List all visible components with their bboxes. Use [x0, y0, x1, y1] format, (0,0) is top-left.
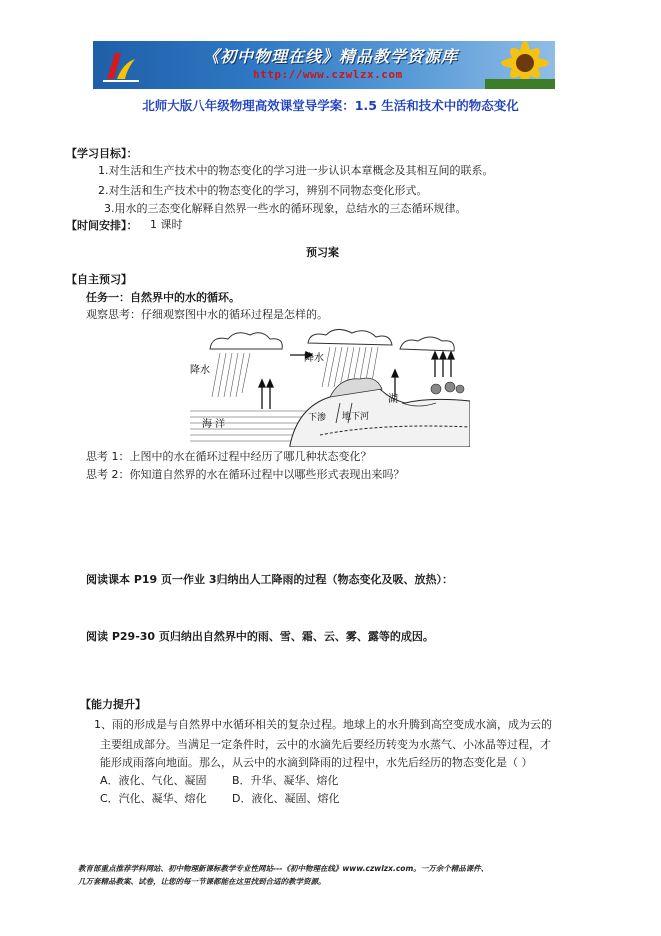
think-one: 思考 1：上图中的水在循环过程中经历了哪几种状态变化？ [86, 450, 372, 463]
label-ocean: 海 洋 [202, 419, 226, 430]
ability-heading: 【能力提升】 [80, 698, 146, 711]
option-d: D．液化、凝固、熔化 [232, 792, 340, 805]
label-rain-left: 降水 [190, 365, 210, 376]
water-cycle-diagram [190, 327, 470, 447]
banner-url[interactable]: http://www.czwlzx.com [253, 68, 403, 81]
label-seepage: 下渗 [308, 413, 327, 423]
reading-task-one: 阅读课本 P19 页一作业 3归纳出人工降雨的过程（物态变化及吸、放热）： [86, 573, 454, 586]
objective-item: 3.用水的三态变化解释自然界一些水的循环现象，总结水的三态循环规律。 [104, 202, 467, 215]
sunflower-icon [485, 41, 555, 89]
question-line: 能形成雨落向地面。那么，从云中的水滴到降雨的过程中，水先后经历的物态变化是（ ） [100, 756, 533, 769]
site-logo-icon [99, 45, 143, 85]
option-c: C．汽化、凝华、熔化 [100, 792, 207, 805]
header-banner [93, 41, 555, 89]
schedule-value: 1 课时 [150, 218, 183, 231]
option-b: B．升华、凝华、熔化 [232, 774, 339, 787]
preview-title: 预习案 [306, 246, 339, 259]
cloud-icon [210, 329, 454, 351]
label-rain-mid: 降水 [304, 353, 324, 364]
question-line: 1、雨的形成是与自然界中水循环相关的复杂过程。地球上的水升腾到高空变成水滴，成为云的 [94, 718, 552, 731]
page-title: 北师大版八年级物理高效课堂导学案：1.5 生活和技术中的物态变化 [142, 98, 519, 113]
footer-line: 几万套精品教案、试卷，让您的每一节课都能在这里找到合适的教学资源。 [78, 877, 326, 886]
objectives-heading: 【学习目标】： [66, 147, 138, 160]
footer-line: 教育部重点推荐学科网站、初中物理新课标教学专业性网站---《初中物理在线》www.czwlzx.com。一万余个精品课件、 [78, 864, 489, 873]
schedule-heading: 【时间安排】： [66, 219, 138, 232]
self-study-heading: 【自主预习】 [66, 273, 132, 286]
label-underground-river: 地下河 [342, 412, 370, 422]
think-two: 思考 2：你知道自然界的水在循环过程中以哪些形式表现出来吗？ [86, 468, 405, 481]
label-lake: 湖 [388, 394, 398, 405]
objective-item: 1.对生活和生产技术中的物态变化的学习进一步认识本章概念及其相互间的联系。 [98, 164, 494, 177]
option-a: A．液化、气化、凝固 [100, 774, 207, 787]
reading-task-two: 阅读 P29-30 页归纳出自然界中的雨、雪、霜、云、雾、露等的成因。 [86, 630, 434, 643]
question-line: 主要组成部分。当满足一定条件时，云中的水滴先后要经历转变为水蒸气、小冰晶等过程，才 [100, 738, 551, 751]
observe-prompt: 观察思考：仔细观察图中水的循环过程是怎样的。 [86, 308, 328, 321]
task-one: 任务一：自然界中的水的循环。 [86, 291, 240, 304]
objective-item: 2.对生活和生产技术中的物态变化的学习，辨别不同物态变化形式。 [98, 184, 428, 197]
banner-title: 《初中物理在线》精品教学资源库 [203, 47, 459, 66]
page-footer [78, 862, 598, 888]
